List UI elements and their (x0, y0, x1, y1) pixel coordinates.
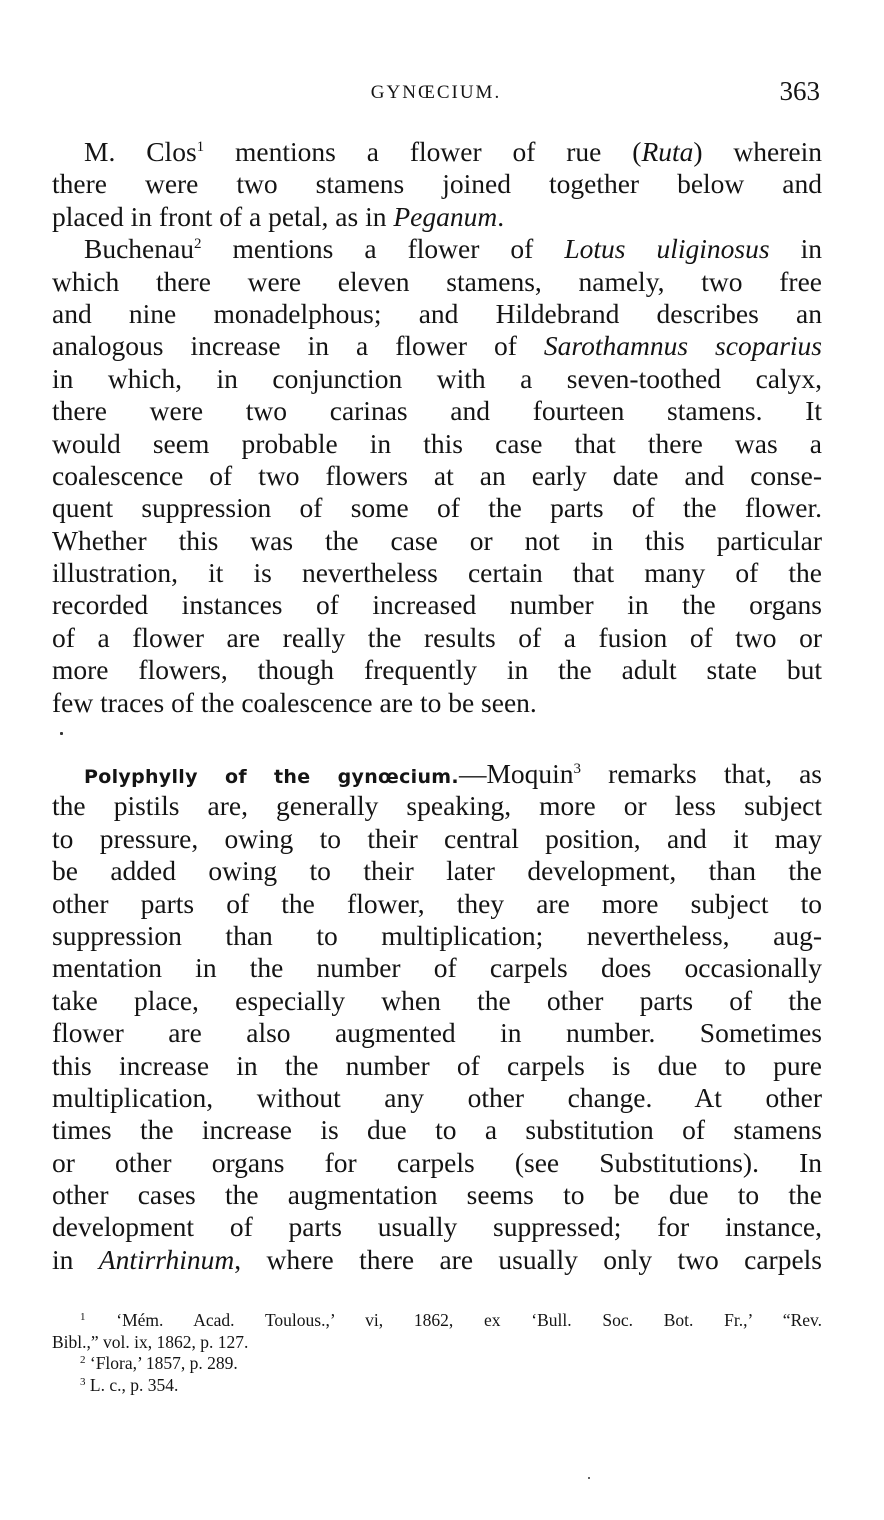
paragraph-3-line: or other organs for carpels (see Substitutions). In (52, 1146, 822, 1178)
running-title: GYNŒCIUM. (370, 82, 502, 103)
body-text-upper (52, 136, 822, 719)
paragraph-2-line: and nine monadelphous; and Hildebrand describes an (52, 297, 822, 329)
paragraph-2-line: of a flower are really the results of a fusion of two or (52, 621, 822, 653)
paragraph-3-line: flower are also augmented in number. Sometimes (52, 1017, 822, 1049)
paragraph-1-line: M. Clos$^1$ mentions a flower of rue (Ruta) wherein (84, 136, 822, 167)
paragraph-3-line: other parts of the flower, they are more subject to (52, 887, 822, 919)
paragraph-3-line: mentation in the number of carpels does occasionally (52, 952, 822, 984)
paragraph-2-line: illustration, it is nevertheless certain that many of the (52, 557, 822, 589)
paragraph-2-line: more flowers, though frequently in the adult state but (52, 654, 822, 686)
paragraph-2-line: quent suppression of some of the parts of the flower. (52, 492, 822, 524)
page-number: 363 (779, 76, 820, 106)
paragraph-1-line: there were two stamens joined together below and (52, 168, 822, 200)
paragraph-2-line: there were two carinas and fourteen stamens. It (52, 395, 822, 427)
section-heading-line: Polyphylly of the gynœcium.—Moquin$^3$ remarks that, as (84, 758, 822, 789)
footnote-2: $^2$ ‘Flora,’ 1857, p. 289. (80, 1353, 238, 1373)
footnote-1: $^1$ ‘Mém. Acad. Toulous.,’ vi, 1862, ex ‘Bull. Soc. Bot. Fr.,’ “Rev. (80, 1310, 822, 1330)
ink-speck (60, 732, 63, 735)
paragraph-3-line: take place, especially when the other parts of the (52, 984, 822, 1016)
body-text-lower (52, 758, 822, 1276)
paragraph-3-line: other cases the augmentation seems to be due to the (52, 1179, 822, 1211)
paragraph-3-line: suppression than to multiplication; nevertheless, aug- (52, 919, 822, 951)
paragraph-2-line: which there were eleven stamens, namely, two free (52, 265, 822, 297)
footnotes (52, 1310, 822, 1396)
paragraph-1-line: placed in front of a petal, as in Peganum. (52, 200, 505, 232)
running-head (52, 76, 820, 110)
paragraph-2-line: coalescence of two flowers at an early date and conse- (52, 459, 822, 491)
paragraph-2-line: Whether this was the case or not in this particular (52, 524, 822, 556)
paragraph-3-line: multiplication, without any other change. At other (52, 1081, 822, 1113)
paragraph-3-line: in Antirrhinum, where there are usually only two carpels (52, 1243, 823, 1275)
paragraph-2-line: in which, in conjunction with a seven-toothed calyx, (52, 362, 822, 394)
paragraph-3-line: the pistils are, generally speaking, more or less subject (52, 790, 822, 822)
paragraph-3-line: this increase in the number of carpels is due to pure (52, 1049, 822, 1081)
footnote-1-continued: Bibl.,” vol. ix, 1862, p. 127. (52, 1331, 249, 1352)
paragraph-3-line: development of parts usually suppressed; for instance, (52, 1211, 822, 1243)
paragraph-2-line: analogous increase in a flower of Sarothamnus scoparius (52, 330, 822, 362)
paragraph-2-line: recorded instances of increased number in the organs (52, 589, 822, 621)
section-heading: Polyphylly of the gynœcium. (84, 766, 459, 788)
paragraph-2-line: few traces of the coalescence are to be seen. (52, 686, 537, 718)
paragraph-2-line: Buchenau$^2$ mentions a flower of Lotus uliginosus in (84, 233, 822, 265)
paragraph-3-line: be added owing to their later development, than the (52, 855, 822, 887)
paragraph-3-line: to pressure, owing to their central position, and it may (52, 822, 822, 854)
ink-speck (588, 1477, 590, 1479)
footnote-3: $^3$ L. c., p. 354. (80, 1374, 179, 1395)
paragraph-3-line: times the increase is due to a substitution of stamens (52, 1114, 822, 1146)
paragraph-2-line: would seem probable in this case that there was a (52, 427, 822, 459)
